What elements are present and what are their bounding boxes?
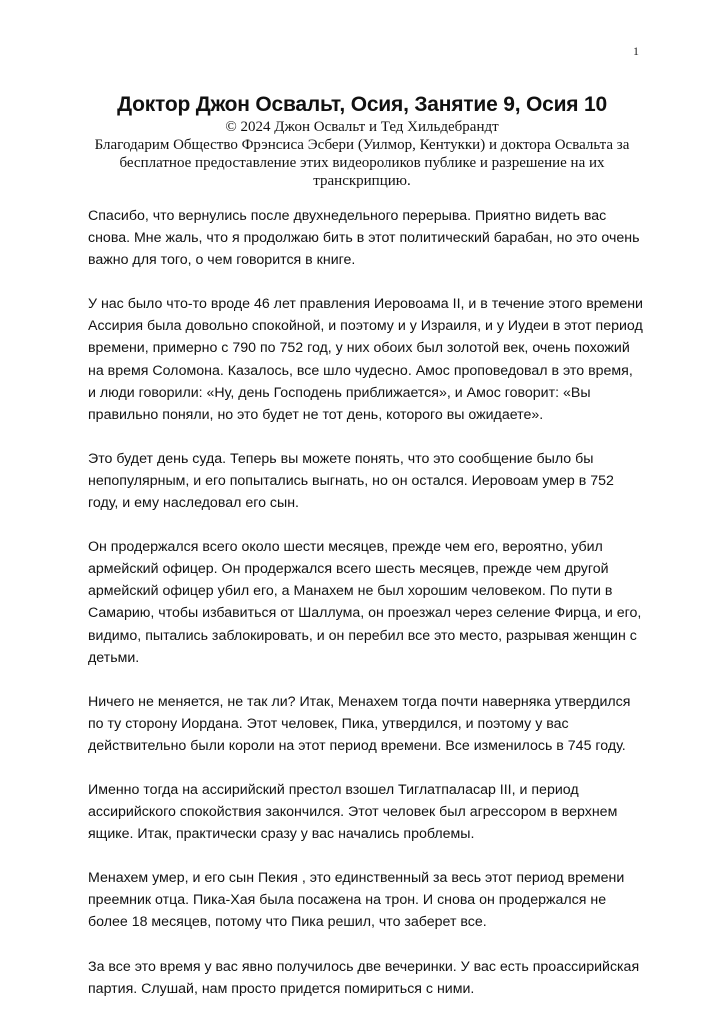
paragraph: Именно тогда на ассирийский престол взошел Тиглатпаласар III, и период ассирийского спокойствия закончился. Этот человек был агрессором в верхнем ящике. Итак, практически сразу у вас начались проблемы. [88, 781, 618, 843]
paragraph: У нас было что-то вроде 46 лет правления Иеровоама II, и в течение этого времени Ассирия была довольно спокойной, и поэтому и у Израиля, и у Иудеи в этот период времени, примерно с 790 по 752 год, у них обоих был золотой век, очень похожий на время Соломона. Казалось, все шло чудесно. Амос проповедовал в это время, и люди говорили: «Ну, день Господень приближается», и Амос говорит: «Вы правильно поняли, но это будет не тот день, которого вы ожидаете». [88, 296, 643, 423]
copyright-line: © 2024 Джон Освальт и Тед Хильдебрандт [225, 119, 499, 135]
paragraph: Менахем умер, и его сын Пекия , это единственный за весь этот период времени преемник отца. Пика-Хая была посажена на трон. И снова он продержался не более 18 месяцев, потому что Пика решил, что заберет все. [88, 870, 625, 931]
paragraph: Спасибо, что вернулись после двухнедельного перерыва. Приятно видеть вас снова. Мне жаль, что я продолжаю бить в этот политический барабан, но это очень важно для того, о чем говорится в книге. [88, 208, 640, 269]
paragraph: Ничего не меняется, не так ли? Итак, Менахем тогда почти наверняка утвердился по ту сторону Иордана. Этот человек, Пика, утвердился, и поэтому у вас действительно были короли на этот период времени. Все изменилось в 745 году. [88, 693, 631, 754]
paragraph: Это будет день суда. Теперь вы можете понять, что это сообщение было бы непопулярным, и его попытались выгнать, но он остался. Иеровоам умер в 752 году, и ему наследовал его сын. [88, 450, 614, 512]
acknowledgement: Благодарим Общество Фрэнсиса Эсбери (Уилмор, Кентукки) и доктора Освальта за бесплатное предоставление этих видеороликов публике и разрешение на их транскрипцию. [94, 137, 630, 189]
document-title: Доктор Джон Освальт, Осия, Занятие 9, Осия 10 [117, 93, 607, 116]
paragraph: Он продержался всего около шести месяцев, прежде чем его, вероятно, убил армейский офицер. Он продержался всего шесть месяцев, прежде чем другой армейский офицер убил его, а Манахем не был хорошим человеком. По пути в Самарию, чтобы избавиться от Шаллума, он проезжал через селение Фирца, и его, видимо, пытались заблокировать, и он перебил все это место, разрывая женщин с детьми. [88, 539, 642, 666]
page-number: 1 [633, 44, 639, 58]
document-body [88, 205, 644, 1022]
document-header [88, 92, 636, 190]
paragraph: За все это время у вас явно получилось две вечеринки. У вас есть проассирийская партия. Слушай, нам просто придется помириться с ними. [88, 958, 640, 997]
